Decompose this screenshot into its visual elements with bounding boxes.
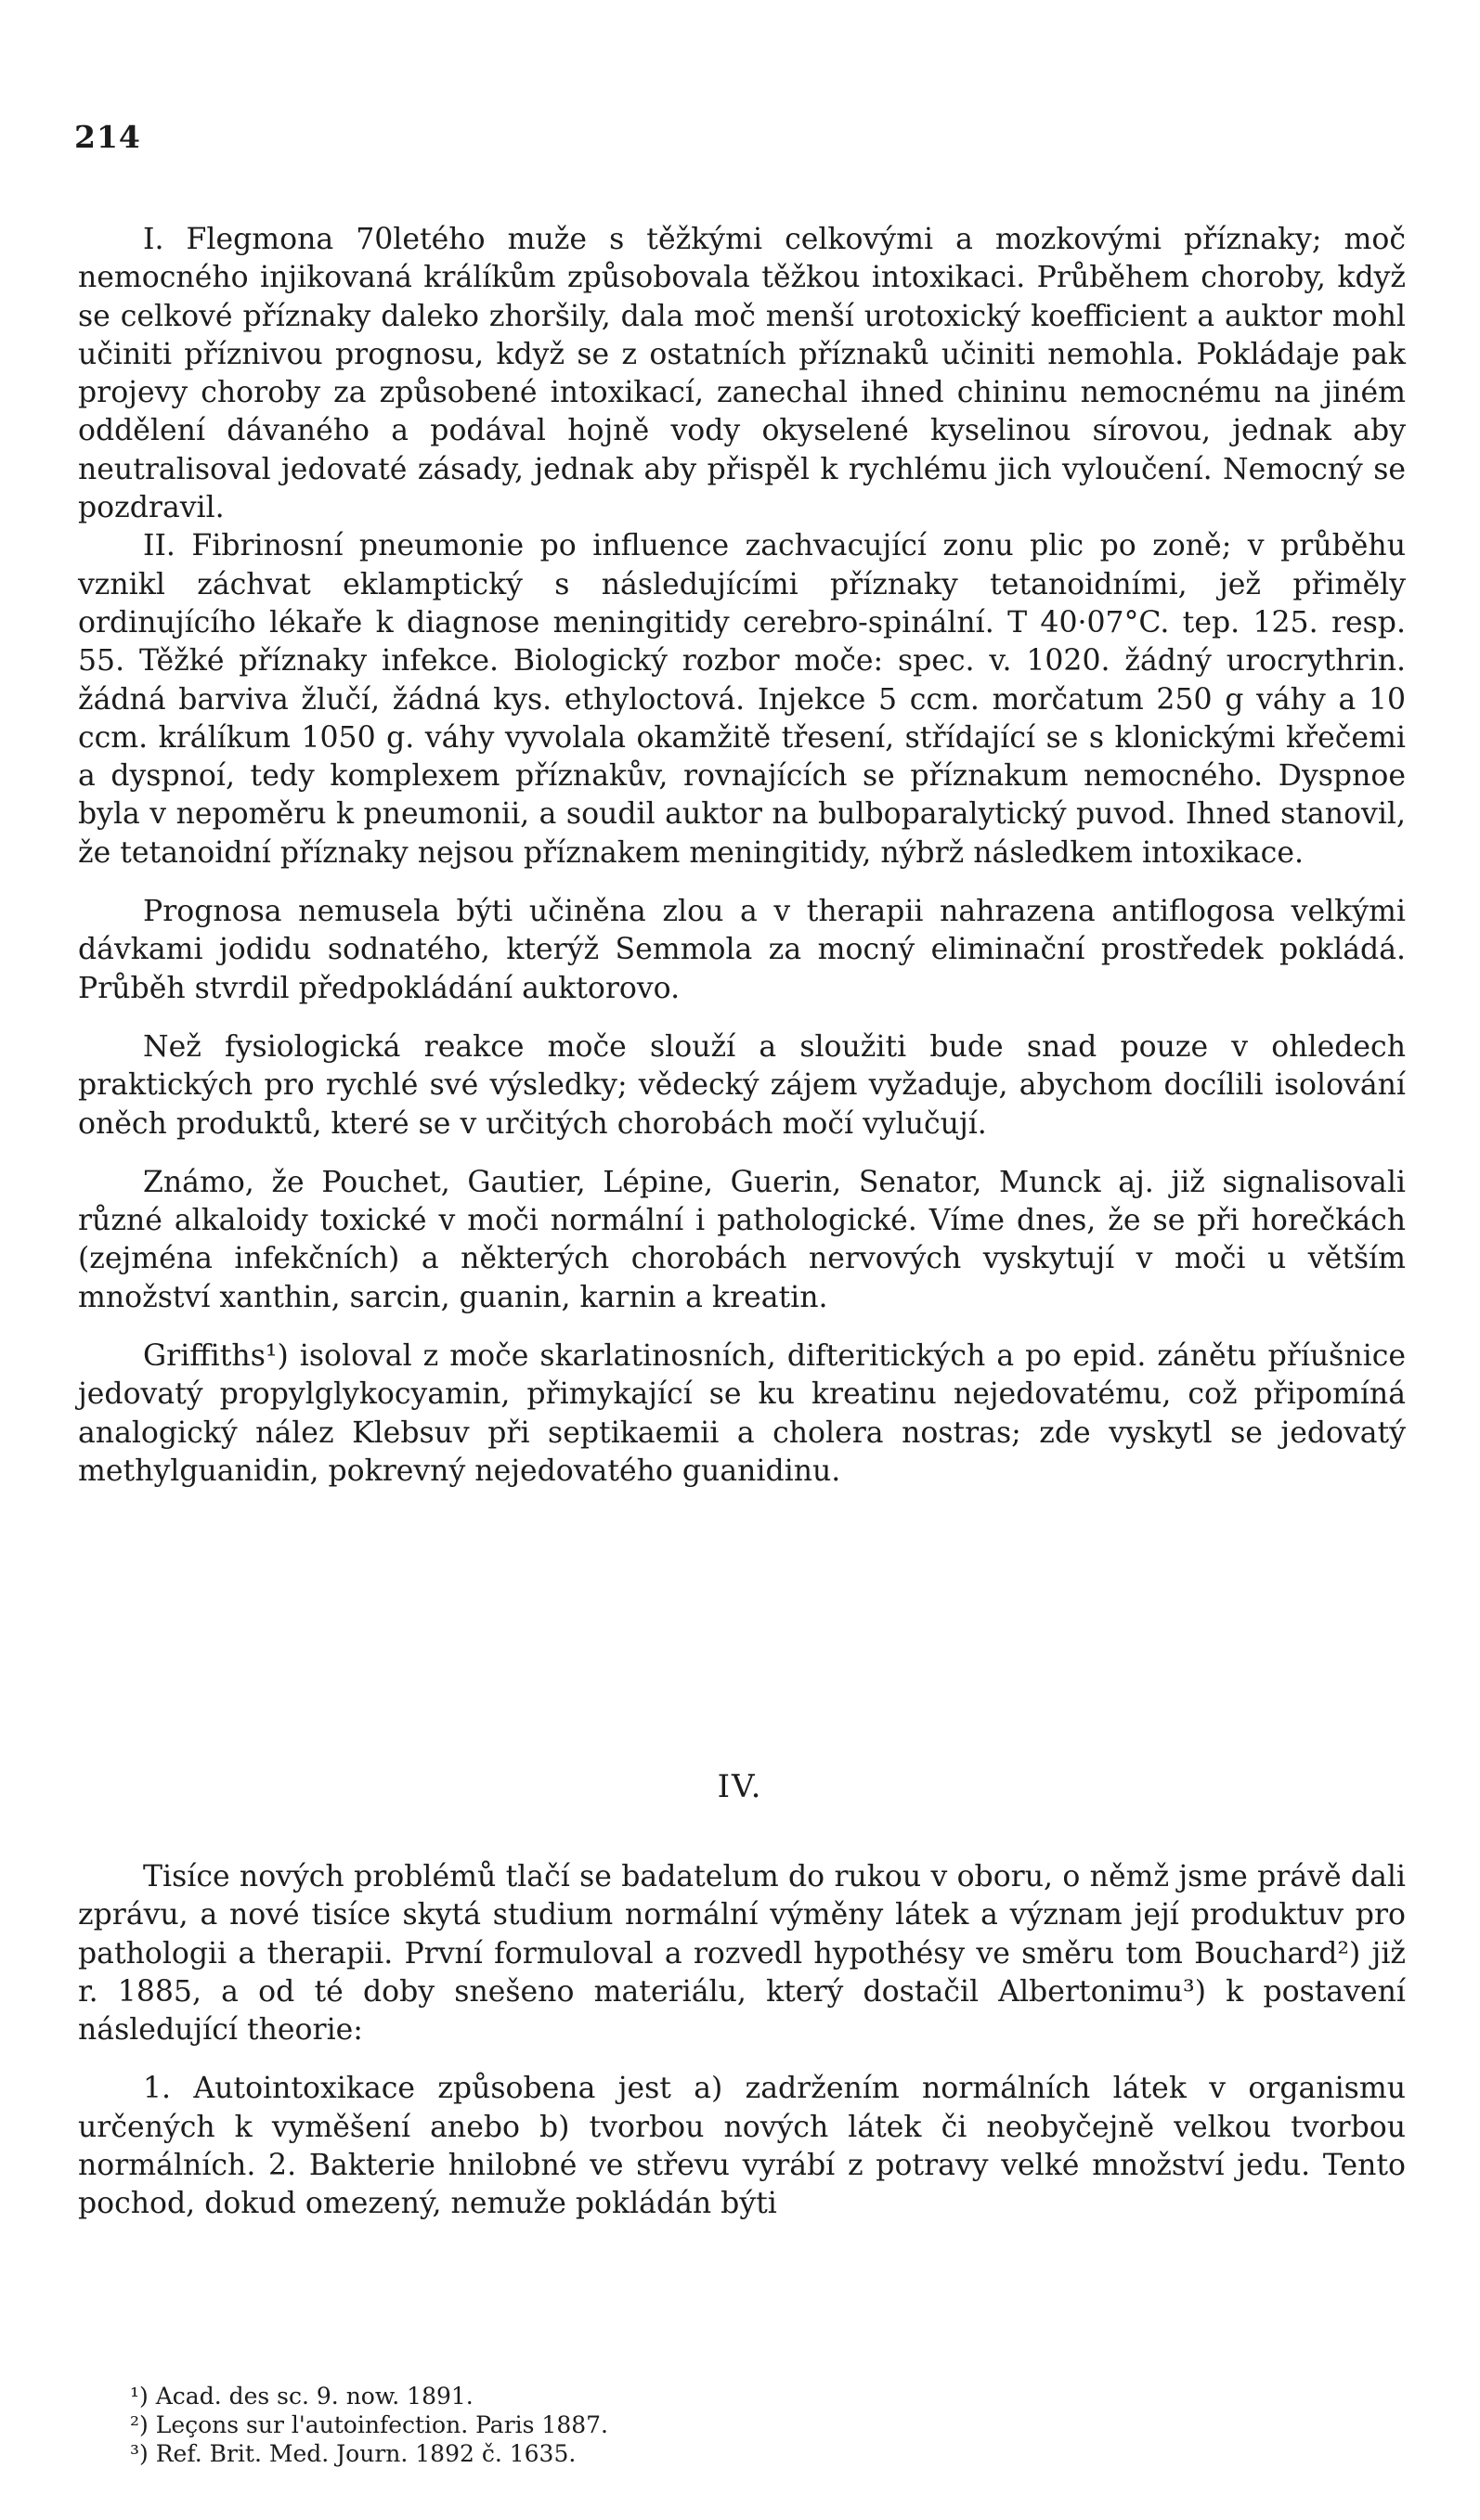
footnote-text: Ref. Brit. Med. Journ. 1892 č. 1635.: [155, 2440, 577, 2467]
paragraph-case-2: II. Fibrinosní pneumonie po influence zachvacující zonu plic po zoně; v průběhu vznikl záchvat eklamptický s následujícími příznaky tetanoidními, jež přiměly ordinujícího lékaře k diagnose meningitidy cerebro-spinální. T 40·07°C. tep. 125. resp. 55. Těžké příznaky infekce. Biologický rozbor moče: spec. v. 1020. žádný urocrythrin. žádná barviva žlučí, žádná kys. ethyloctová. Injekce 5 ccm. morčatum 250 g váhy a 10 ccm. králíkum 1050 g. váhy vyvolala okamžitě třesení, střídající se s klonickými křečemi a dyspnoí, tedy komplexem příznakův, rovnajících se příznakum nemocného. Dyspnoe byla v nepoměru k pneumonii, a soudil auktor na bulboparalytický puvod. Ihned stanovil, že tetanoidní příznaky nejsou příznakem meningitidy, nýbrž následkem intoxikace.: [78, 529, 1406, 870]
footnote-2: [130, 2410, 608, 2439]
paragraph-physiological-reaction: Než fysiologická reakce moče slouží a sloužiti bude snad pouze v ohledech praktických pro rychlé své výsledky; vědecký zájem vyžaduje, abychom docílili isolování oněch produktů, které se v určitých chorobách močí vylučují.: [78, 1029, 1406, 1141]
footnote-text: Leçons sur l'autoinfection. Paris 1887.: [155, 2411, 608, 2438]
footnote-3: [130, 2439, 608, 2468]
paragraph-griffiths: Griffiths¹) isoloval z moče skarlatinosních, difteritických a po epid. zánětu příušnice jedovatý propylglykocyamin, přimykající se ku kreatinu nejedovatému, což připomíná analogický nález Klebsuv při septikaemii a cholera nostras; zde vyskytl se jedovatý methylguanidin, pokrevný nejedovatého guanidinu.: [78, 1339, 1406, 1488]
footnote-text: Acad. des sc. 9. now. 1891.: [155, 2383, 474, 2410]
paragraph-theory-1: 1. Autointoxikace způsobena jest a) zadržením normálních látek v organismu určených k vyměšení anebo b) tvorbou nových látek či neobyčejně velkou tvorbou normálních. 2. Bakterie hnilobné ve střevu vyrábí z potravy velké množství jedu. Tento pochod, dokud omezený, nemuže pokládán býti: [78, 2072, 1406, 2221]
section-heading: IV.: [717, 1768, 763, 1805]
footnotes: [130, 2382, 608, 2468]
paragraph-prognosis: Prognosa nemusela býti učiněna zlou a v therapii nahrazena antiflogosa velkými dávkami jodidu sodnatého, kterýž Semmola za mocný eliminační prostředek pokládá. Průběh stvrdil předpokládání auktorovo.: [78, 895, 1406, 1005]
paragraph-alkaloids: Známo, že Pouchet, Gautier, Lépine, Guerin, Senator, Munck aj. již signalisovali různé alkaloidy toxické v moči normální i pathologické. Víme dnes, že se při horečkách (zejména infekčních) a některých chorobách nervových vyskytují v moči u větším množství xanthin, sarcin, guanin, karnin a kreatin.: [78, 1165, 1406, 1314]
page-number: 214: [74, 119, 141, 155]
body-text-section-4: [78, 1858, 1406, 2224]
body-text-section-3: [78, 221, 1406, 1491]
footnote-mark: ²): [130, 2411, 149, 2438]
footnote-mark: ¹): [130, 2383, 149, 2410]
footnote-1: [130, 2382, 608, 2410]
paragraph-problems: Tisíce nových problémů tlačí se badatelum do rukou v oboru, o němž jsme právě dali zprávu, a nové tisíce skytá studium normální výměny látek a význam její produktuv pro pathologii a therapii. První formuloval a rozvedl hypothésy ve směru tom Bouchard²) již r. 1885, a od té doby snešeno materiálu, který dostačil Albertonimu³) k postavení následující theorie:: [78, 1860, 1406, 2048]
paragraph-case-1: I. Flegmona 70letého muže s těžkými celkovými a mozkovými příznaky; moč nemocného injikovaná králíkům způsobovala těžkou intoxikaci. Průběhem choroby, když se celkové příznaky daleko zhoršily, dala moč menší urotoxický koefficient a auktor mohl učiniti příznivou prognosu, když se z ostatních příznaků učiniti nemohla. Pokládaje pak projevy choroby za způsobené intoxikací, zanechal ihned chininu nemocnému na jiném oddělení dávaného a podával hojně vody okyselené kyselinou sírovou, jednak aby neutralisoval jedovaté zásady, jednak aby přispěl k rychlému jich vyloučení. Nemocný se pozdravil.: [78, 223, 1406, 525]
footnote-mark: ³): [130, 2440, 149, 2467]
